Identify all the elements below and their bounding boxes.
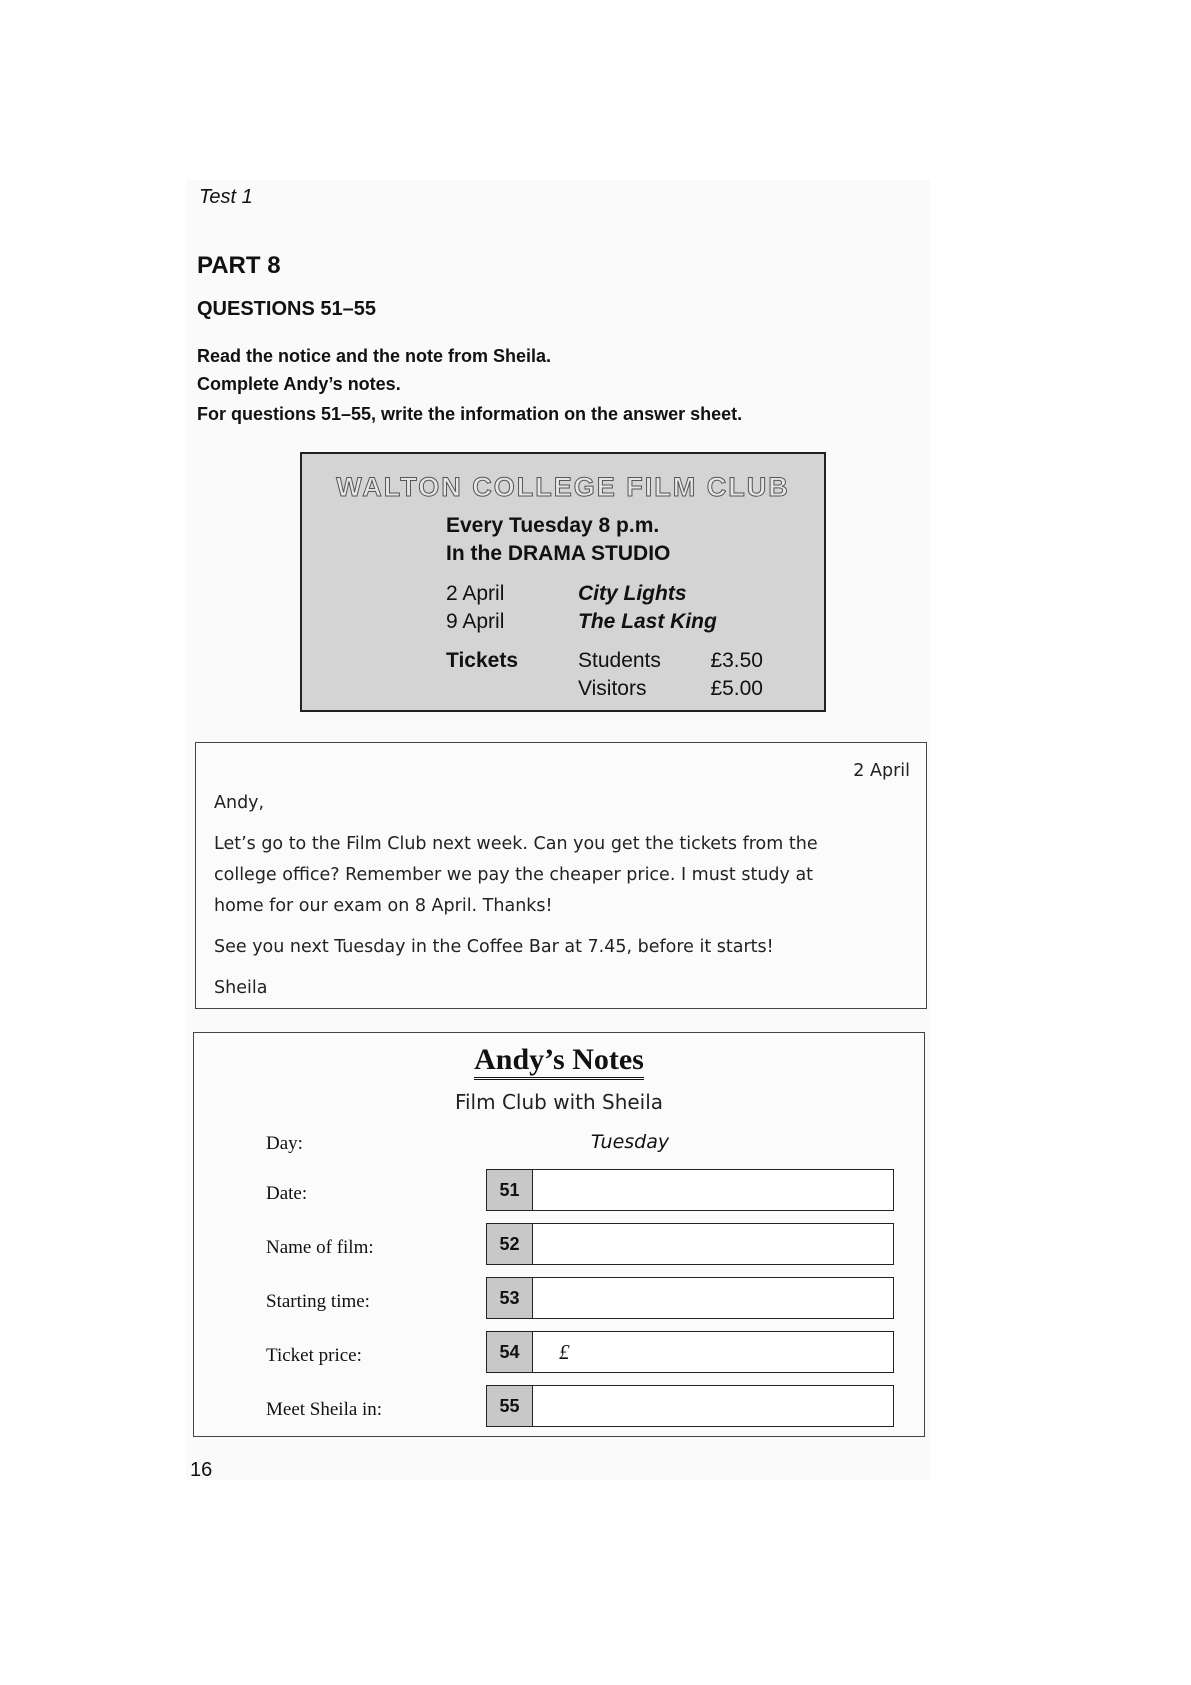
row-label: Ticket price: — [266, 1345, 362, 1366]
screening-date: 9 April — [446, 610, 505, 633]
answer-field-54[interactable] — [486, 1331, 894, 1373]
price-label: Students — [578, 649, 661, 672]
screening-film: City Lights — [578, 582, 687, 605]
questions-title: QUESTIONS 51–55 — [197, 298, 376, 320]
note-greeting: Andy, — [214, 793, 265, 813]
price-label: Visitors — [578, 677, 647, 700]
film-club-notice — [300, 452, 826, 712]
note-signature: Sheila — [214, 978, 268, 998]
notice-schedule: Every Tuesday 8 p.m. — [446, 514, 660, 537]
question-number: 54 — [487, 1332, 533, 1372]
instruction-line: Read the notice and the note from Sheila. — [197, 346, 552, 366]
andys-notes-form — [193, 1032, 925, 1437]
answer-field-52[interactable] — [486, 1223, 894, 1265]
row-label: Starting time: — [266, 1291, 370, 1312]
pound-prefix: £ — [559, 1340, 570, 1364]
instruction-line: For questions 51–55, write the information on the answer sheet. — [197, 404, 743, 424]
answer-field-51[interactable] — [486, 1169, 894, 1211]
screening-date: 2 April — [446, 582, 505, 605]
question-number: 55 — [487, 1386, 533, 1426]
row-label: Name of film: — [266, 1237, 374, 1258]
notes-title: Andy’s Notes — [194, 1043, 924, 1077]
part-title: PART 8 — [197, 252, 281, 279]
row-label: Date: — [266, 1183, 308, 1204]
page-number: 16 — [190, 1459, 213, 1481]
answer-field-55[interactable] — [486, 1385, 894, 1427]
note-line: See you next Tuesday in the Coffee Bar at 7.45, before it starts! — [214, 937, 774, 957]
instruction-line: Complete Andy’s notes. — [197, 374, 401, 394]
tickets-label: Tickets — [446, 649, 518, 672]
row-label: Meet Sheila in: — [266, 1399, 383, 1420]
notice-venue: In the DRAMA STUDIO — [446, 542, 671, 565]
question-number: 52 — [487, 1224, 533, 1264]
screening-film: The Last King — [578, 610, 717, 633]
day-label: Day: — [266, 1133, 303, 1154]
sheila-note — [195, 742, 927, 1009]
answer-field-53[interactable] — [486, 1277, 894, 1319]
notice-title: WALTON COLLEGE FILM CLUB — [336, 472, 790, 502]
test-label: Test 1 — [199, 186, 253, 208]
note-date: 2 April — [853, 761, 910, 781]
question-number: 53 — [487, 1278, 533, 1318]
note-line: Let’s go to the Film Club next week. Can you get the tickets from the — [214, 834, 818, 854]
notes-subtitle: Film Club with Sheila — [454, 1090, 664, 1114]
question-number: 51 — [487, 1170, 533, 1210]
day-value: Tuesday — [590, 1131, 670, 1153]
price-value: £3.50 — [710, 649, 763, 672]
note-line: home for our exam on 8 April. Thanks! — [214, 896, 553, 916]
note-line: college office? Remember we pay the cheaper price. I must study at — [214, 865, 814, 885]
price-value: £5.00 — [710, 677, 763, 700]
